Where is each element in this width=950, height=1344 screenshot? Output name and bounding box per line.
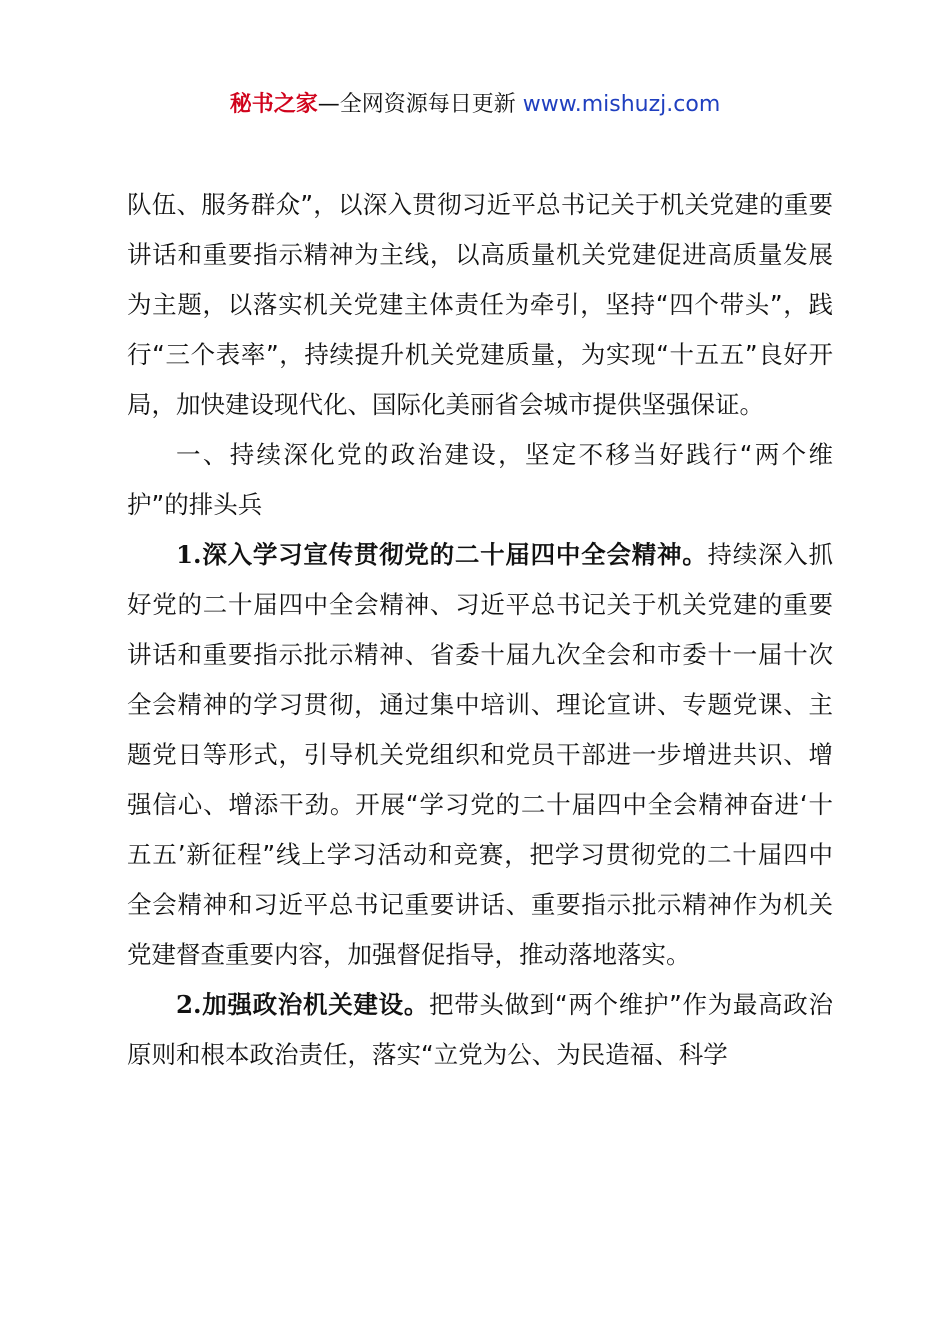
item-one-number: 1. (176, 540, 202, 569)
header-tagline: —全网资源每日更新 (317, 92, 516, 117)
item-two-number: 2. (176, 990, 202, 1019)
item-one-paragraph (127, 530, 833, 980)
item-two-title: 加强政治机关建设。 (201, 990, 430, 1019)
item-two-text: 把带头做到“两个维护”作为最高政治原则和根本政治责任，落实“立党为公、为民造福、科学 (127, 990, 833, 1069)
section-heading: 一、持续深化党的政治建设，坚定不移当好践行“两个维护”的排头兵 (127, 440, 833, 519)
brand-name: 秘书之家 (229, 92, 318, 117)
page-header (0, 88, 950, 122)
website-link[interactable]: www.mishuzj.com (522, 92, 721, 117)
item-two-paragraph (127, 980, 833, 1080)
intro-paragraph: 队伍、服务群众”，以深入贯彻习近平总书记关于机关党建的重要讲话和重要指示精神为主线，以高质量机关党建促进高质量发展为主题，以落实机关党建主体责任为牵引，坚持“四个带头”，践行“三个表率”，持续提升机关党建质量，为实现“十五五”良好开局，加快建设现代化、国际化美丽省会城市提供坚强保证。 (127, 190, 833, 419)
document-body (127, 180, 833, 1080)
item-one-text: 持续深入抓好党的二十届四中全会精神、习近平总书记关于机关党建的重要讲话和重要指示批示精神、省委十届九次全会和市委十一届十次全会精神的学习贯彻，通过集中培训、理论宣讲、专题党课、主题党日等形式，引导机关党组织和党员干部进一步增进共识、增强信心、增添干劲。开展“学习党的二十届四中全会精神奋进‘十五五’新征程”线上学习活动和竞赛，把学习贯彻党的二十届四中全会精神和习近平总书记重要讲话、重要指示批示精神作为机关党建督查重要内容，加强督促指导，推动落地落实。 (127, 540, 834, 969)
item-one-title: 深入学习宣传贯彻党的二十届四中全会精神。 (201, 540, 708, 569)
